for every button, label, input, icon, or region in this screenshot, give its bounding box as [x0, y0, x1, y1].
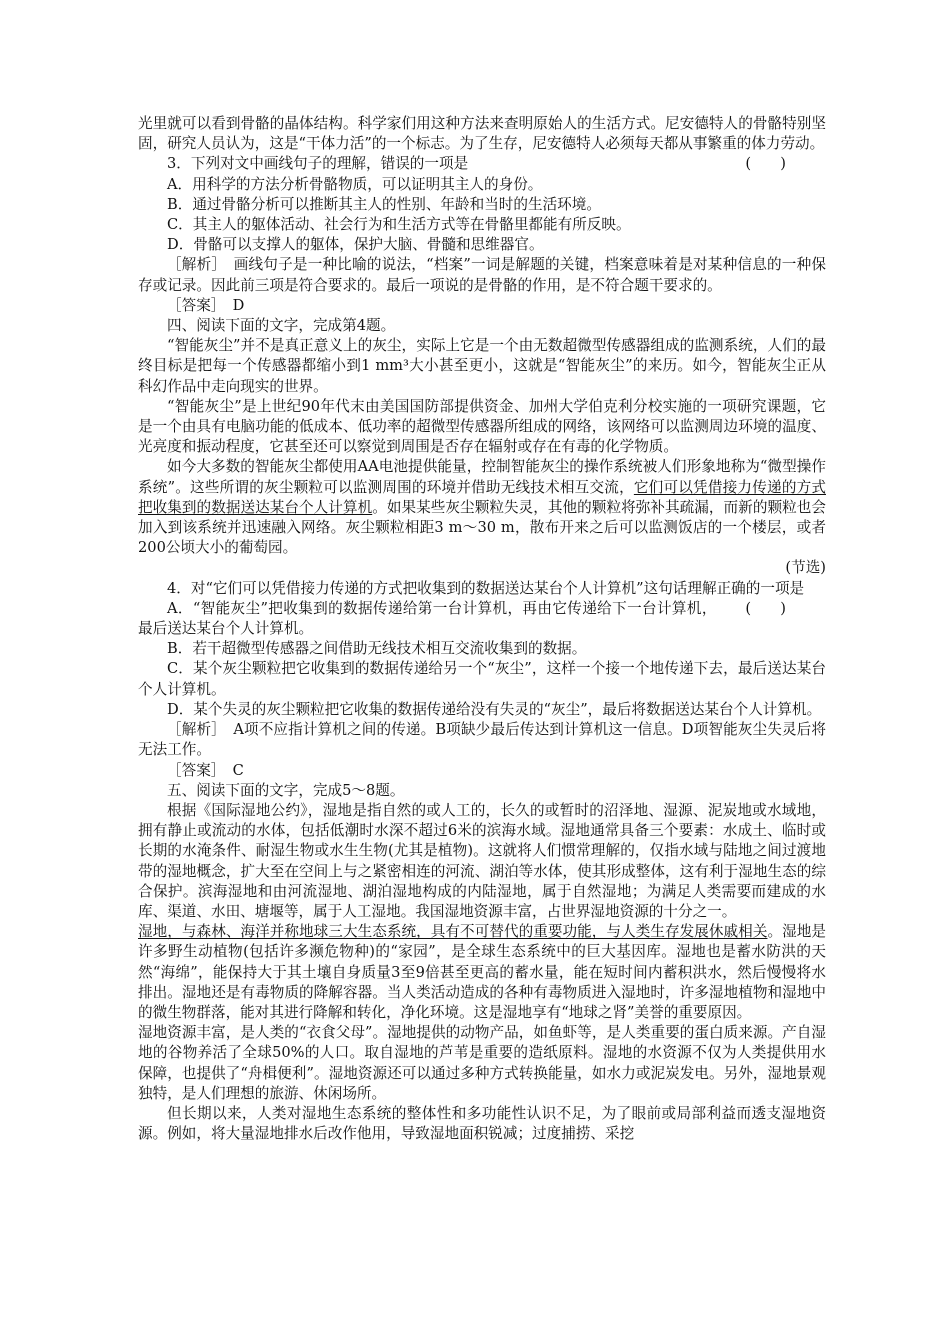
passage-5-paragraph-3: 湿地资源丰富，是人类的“衣食父母”。湿地提供的动物产品，如鱼虾等，是人类重要的蛋白质来源。产自湿地的谷物养活了全球50%的人口。取自湿地的芦苇是重要的造纸原料。湿地的水资源不仅为人类提供用水保障，也提供了“舟楫便利”。湿地资源还可以通过多种方式转换能量，如水力或泥炭发电。另外，湿地景观独特，是人们理想的旅游、休闲场所。 — [138, 1024, 826, 1102]
excerpt-note: (节选) — [785, 559, 826, 577]
question-3-option-d: D．骨骼可以支撑人的躯体，保护大脑、骨髓和思维器官。 — [167, 236, 544, 254]
question-4-option-d: D．某个失灵的灰尘颗粒把它收集的数据传递给没有失灵的“灰尘”，最后将数据送达某台个人计算机。 — [167, 700, 822, 718]
passage-5-paragraph-2-rest: 。湿地是许多野生动植物(包括许多濒危物种)的“家园”，是全球生态系统中的巨大基因库。湿地也是蓄水防洪的天然“海绵”，能保持大于其土壤自身质量3至9倍甚至更高的蓄水量，能在短时间内蓄积洪水，然后慢慢将水排出。湿地还是有毒物质的降解容器。当人类活动造成的各种有毒物质进入湿地时，许多湿地植物和湿地中的微生物群落，能对其进行降解和转化，净化环境。这是湿地享有“地球之肾”美誉的重要原因。 — [138, 923, 826, 1021]
passage-5-paragraph-1: 根据《国际湿地公约》，湿地是指自然的或人工的，长久的或暂时的沼泽地、湿源、泥炭地或水域地，拥有静止或流动的水体，包括低潮时水深不超过6米的滨海水域。湿地通常具备三个要素：水成土、临时或长期的水淹条件、耐湿生物或水生生物(尤其是植物)。这就将人们惯常理解的，仅指水域与陆地之间过渡地带的湿地概念，扩大至在空间上与之紧密相连的河流、湖泊等水体，使其形成整体，这有利于湿地生态的综合保护。滨海湿地和由河流湿地、湖泊湿地构成的内陆湿地，属于自然湿地；为满足人类需要而建成的水库、渠道、水田、塘堰等，属于人工湿地。我国湿地资源丰富，占世界湿地资源的十分之一。 — [138, 801, 826, 920]
question-3-answer: ［答案］ D — [167, 296, 245, 314]
question-4-option-b: B．若干超微型传感器之间借助无线技术相互交流收集到的数据。 — [167, 640, 587, 658]
question-4-answer: ［答案］ C — [167, 761, 244, 779]
question-3 — [138, 154, 826, 174]
question-4-analysis: ［解析］ A项不应指计算机之间的传递。B项缺少最后传达到计算机这一信息。D项智能灰尘失灵后将无法工作。 — [138, 721, 826, 759]
question-4-stem: 4．对“它们可以凭借接力传递的方式把收集到的数据送达某台个人计算机”这句话理解正确的一项是 — [167, 579, 805, 597]
section-5-heading: 五、阅读下面的文字，完成5～8题。 — [167, 781, 405, 799]
question-3-option-a: A．用科学的方法分析骨骼物质，可以证明其主人的身份。 — [167, 175, 543, 193]
question-3-blank: ( ) — [745, 155, 786, 173]
question-4-option-c: C．某个灰尘颗粒把它收集到的数据传递给另一个“灰尘”，这样一个接一个地传递下去，最后送达某台个人计算机。 — [138, 660, 826, 698]
passage-5-paragraph-2 — [138, 922, 826, 1023]
question-3-analysis: ［解析］ 画线句子是一种比喻的说法，“档案”一词是解题的关键，档案意味着是对某种信息的一种保存或记录。因此前三项是符合要求的。最后一项说的是骨骼的作用，是不符合题干要求的。 — [138, 256, 826, 294]
passage-4-paragraph-1: “智能灰尘”并不是真正意义上的灰尘，实际上它是一个由无数超微型传感器组成的监测系统，人们的最终目标是把每一个传感器都缩小到1 mm³大小甚至更小，这就是“智能灰尘”的来历。如今，智能灰尘正从科幻作品中走向现实的世界。 — [138, 337, 826, 395]
underlined-wetland-sentence: 湿地，与森林、海洋并称地球三大生态系统，具有不可替代的重要功能，与人类生存发展休戚相关 — [138, 923, 768, 941]
question-4 — [138, 579, 826, 617]
passage-4-paragraph-3-end: 。如果某些灰尘颗粒失灵，其他的颗粒将弥补其疏漏，而新的颗粒也会加入到该系统并迅速融入网络。灰尘颗粒相距3 m～30 m，散布开来之后可以监测饭店的一个楼层，或者200公顷大小的葡萄园。 — [138, 498, 826, 557]
question-3-option-c: C．其主人的躯体活动、社会行为和生活方式等在骨骼里都能有所反映。 — [167, 216, 631, 234]
passage-4-paragraph-3-start: 如今大多数的智能灰尘都使用AA电池提供能量，控制智能灰尘的操作系统被人们形象地称为“微型操作系统”。这些所谓的灰尘颗粒可以监测周围的环境并借助无线技术相互交流， — [138, 458, 826, 496]
underlined-sentence: 它们可以凭借接力传递的方式把收集到的数据送达某台个人计算机 — [138, 478, 826, 516]
passage-5-paragraph-4: 但长期以来，人类对湿地生态系统的整体性和多功能性认识不足，为了眼前或局部利益而透支湿地资源。例如，将大量湿地排水后改作他用，导致湿地面积锐减；过度捕捞、采挖 — [138, 1104, 826, 1143]
question-4-blank: ( ) — [745, 599, 786, 617]
passage-4-paragraph-3 — [138, 457, 826, 558]
document-body — [138, 114, 826, 1144]
question-4-option-a: A．“智能灰尘”把收集到的数据传递给第一台计算机，再由它传递给下一台计算机，最后送达某台个人计算机。 — [138, 599, 717, 638]
passage-4-paragraph-2: “智能灰尘”是上世纪90年代末由美国国防部提供资金、加州大学伯克利分校实施的一项研究课题，它是一个由具有电脑功能的低成本、低功率的超微型传感器所组成的网络，该网络可以监测周边环境的温度、光亮度和振动程度，它甚至还可以察觉到周围是否存在辐射或存在有毒的化学物质。 — [138, 397, 826, 456]
question-3-stem: 3．下列对文中画线句子的理解，错误的一项是 — [167, 155, 469, 173]
paragraph-bone-crystal: 光里就可以看到骨骼的晶体结构。科学家们用这种方法来查明原始人的生活方式。尼安德特人的骨骼特别坚固，研究人员认为，这是“干体力活”的一个标志。为了生存，尼安德特人必须每天都从事繁重的体力劳动。 — [138, 115, 826, 153]
section-4-heading: 四、阅读下面的文字，完成第4题。 — [167, 317, 396, 335]
question-3-option-b: B．通过骨骼分析可以推断其主人的性别、年龄和当时的生活环境。 — [167, 195, 601, 213]
